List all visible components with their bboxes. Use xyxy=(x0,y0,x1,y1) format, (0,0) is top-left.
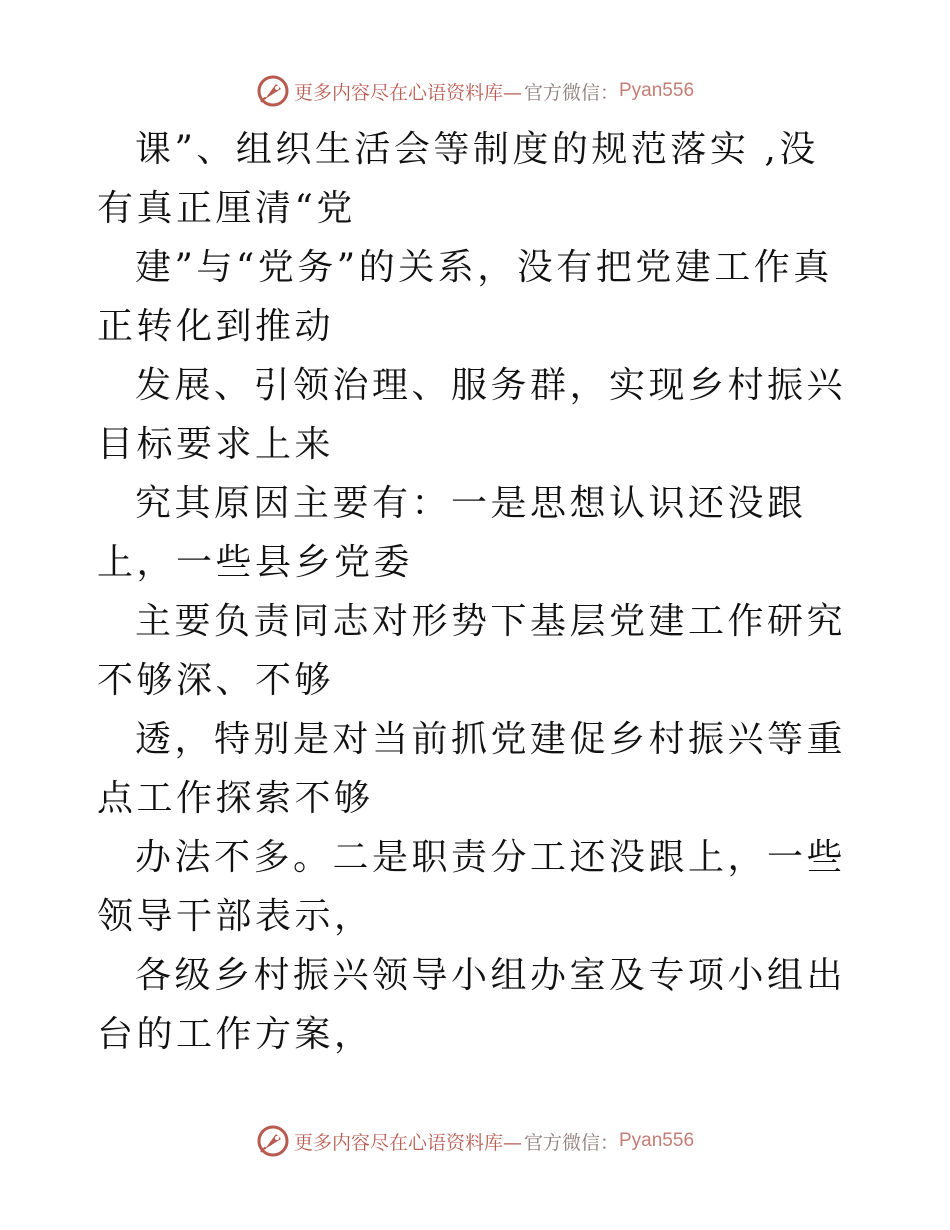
paragraph: 办法不多。二是职责分工还没跟上，一些领导干部表示， xyxy=(97,837,847,937)
paragraph: 建”与“党务”的关系，没有把党建工作真正转化到推动 xyxy=(97,247,833,347)
footer-watermark-banner xyxy=(0,1121,950,1161)
banner-wechat-id: Pyan556 xyxy=(619,1130,695,1151)
paragraph: 主要负责同志对形势下基层党建工作研究不够深、不够 xyxy=(97,601,847,701)
banner-wechat-label: 官方微信： xyxy=(523,1131,619,1154)
paragraph: 课”、组织生活会等制度的规范落实 ,没有真正厘清“党 xyxy=(97,129,819,229)
paragraph: 各级乡村振兴领导小组办室及专项小组出台的工作方案， xyxy=(97,955,847,1055)
banner-wechat-id: Pyan556 xyxy=(619,80,695,101)
banner-text: 更多内容尽在心语资料库— xyxy=(293,1131,522,1154)
banner-text: 更多内容尽在心语资料库— xyxy=(293,81,522,104)
pen-nib-logo-icon xyxy=(256,74,290,108)
paragraph: 究其原因主要有：一是思想认识还没跟上，一些县乡党委 xyxy=(97,483,807,583)
paragraph: 发展、引领治理、服务群，实现乡村振兴目标要求上来 xyxy=(97,365,847,465)
header-watermark-banner xyxy=(0,71,950,111)
document-body xyxy=(97,120,857,1064)
banner-wechat-label: 官方微信： xyxy=(523,81,619,104)
paragraph: 透，特别是对当前抓党建促乡村振兴等重点工作探索不够 xyxy=(97,719,847,819)
pen-nib-logo-icon xyxy=(256,1124,290,1158)
